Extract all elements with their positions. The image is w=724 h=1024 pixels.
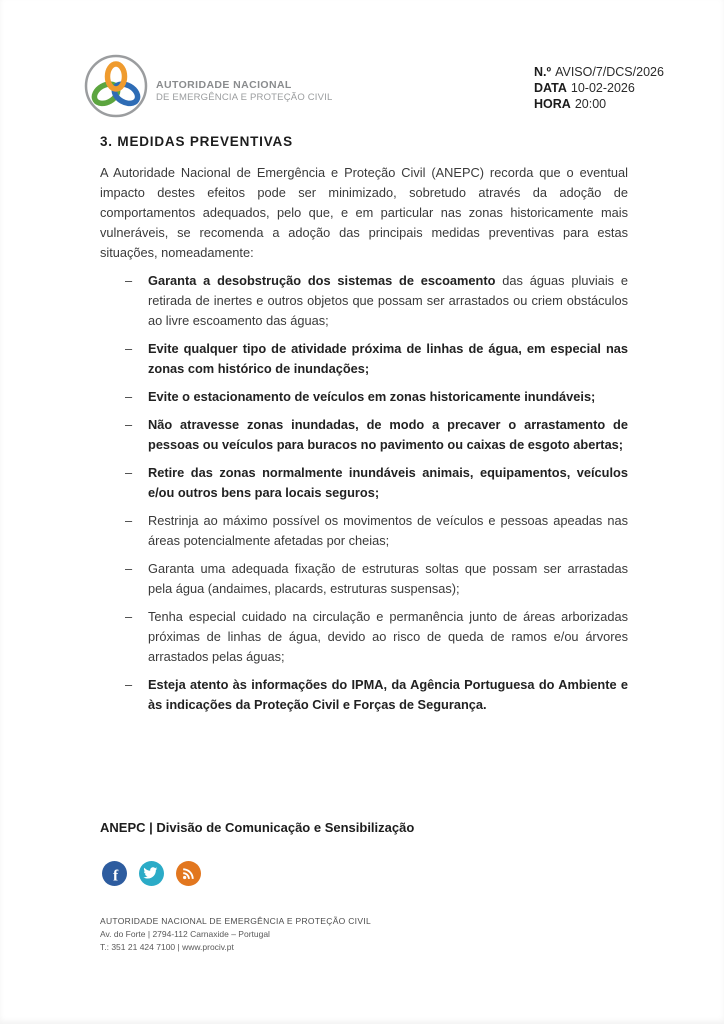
list-item <box>100 675 628 715</box>
bullet-text-bold: Garanta a desobstrução dos sistemas de escoamento <box>148 273 496 288</box>
list-item <box>100 415 628 455</box>
meta-date-label: DATA <box>534 81 567 95</box>
logo-org-name <box>156 79 333 103</box>
bullet-text-bold: Esteja atento às informações do IPMA, da Agência Portuguesa do Ambiente e às indicações da Proteção Civil e Forças de Segurança. <box>148 677 628 712</box>
meta-hour-label: HORA <box>534 97 571 111</box>
preventive-measures-list <box>100 271 628 715</box>
header-logo <box>84 54 333 118</box>
bullet-text-regular: Garanta uma adequada fixação de estruturas soltas que possam ser arrastadas pela água (andaimes, placards, estruturas suspensas); <box>148 561 628 596</box>
bullet-dash: – <box>125 609 133 624</box>
section-title: 3. MEDIDAS PREVENTIVAS <box>100 134 293 149</box>
logo-org-line2: DE EMERGÊNCIA E PROTEÇÃO CIVIL <box>156 92 333 103</box>
rss-icon[interactable] <box>176 861 201 886</box>
meta-hour <box>534 96 664 112</box>
meta-number <box>534 64 664 80</box>
main-content <box>100 134 628 715</box>
bullet-text-regular: das águas pluviais e retirada de inertes e outros objetos que possam ser arrastados ou criem obstáculos ao livre escoamento das águas; <box>148 273 628 328</box>
social-links <box>102 861 201 886</box>
bullet-text-bold: Evite qualquer tipo de atividade próxima de linhas de água, em especial nas zonas com histórico de inundações; <box>148 341 628 376</box>
meta-number-label: N.º <box>534 65 552 79</box>
list-item <box>100 511 628 551</box>
meta-date <box>534 80 664 96</box>
list-item <box>100 607 628 667</box>
footer-contacts: T.: 351 21 424 7100 | www.prociv.pt <box>100 942 234 952</box>
footer-address <box>100 915 371 954</box>
bullet-dash: – <box>125 341 133 356</box>
logo-org-line1: AUTORIDADE NACIONAL <box>156 79 292 91</box>
bullet-dash: – <box>125 417 133 432</box>
meta-date-value: 10-02-2026 <box>570 81 635 95</box>
facebook-icon[interactable] <box>102 861 127 886</box>
bullet-dash: – <box>125 389 133 404</box>
division-line: ANEPC | Divisão de Comunicação e Sensibilização <box>100 820 415 835</box>
bullet-text-bold: Não atravesse zonas inundadas, de modo a precaver o arrastamento de pessoas ou veículos para buracos no pavimento ou caixas de esgoto abertas; <box>148 417 628 452</box>
meta-hour-value: 20:00 <box>574 97 607 111</box>
list-item <box>100 271 628 331</box>
bullet-dash: – <box>125 513 133 528</box>
bullet-text-bold: Retire das zonas normalmente inundáveis animais, equipamentos, veículos e/ou outros bens para locais seguros; <box>148 465 628 500</box>
twitter-icon[interactable] <box>139 861 164 886</box>
bullet-dash: – <box>125 677 133 692</box>
intro-paragraph: A Autoridade Nacional de Emergência e Proteção Civil (ANEPC) recorda que o eventual impacto destes efeitos pode ser minimizado, sobretudo através da adoção de comportamentos adequados, pelo que, e em particular nas zonas historicamente mais vulneráveis, se recomenda a adoção das principais medidas preventivas para estas situações, nomeadamente: <box>100 165 628 260</box>
footer-org-name: AUTORIDADE NACIONAL DE EMERGÊNCIA E PROTEÇÃO CIVIL <box>100 916 371 926</box>
bullet-dash: – <box>125 561 133 576</box>
list-item <box>100 559 628 599</box>
anepc-trefoil-logo-icon <box>84 54 148 118</box>
svg-text:f: f <box>112 867 119 885</box>
list-item <box>100 339 628 379</box>
bullet-dash: – <box>125 465 133 480</box>
bullet-text-regular: Tenha especial cuidado na circulação e permanência junto de áreas arborizadas próximas de linhas de água, devido ao risco de queda de ramos e/ou árvores arrastados pelas águas; <box>148 609 628 664</box>
bullet-text-bold: Evite o estacionamento de veículos em zonas historicamente inundáveis; <box>148 389 596 404</box>
document-meta <box>534 64 664 112</box>
meta-number-value: AVISO/7/DCS/2026 <box>555 65 664 79</box>
footer-street: Av. do Forte | 2794-112 Carnaxide – Portugal <box>100 929 270 939</box>
bullet-dash: – <box>125 273 133 288</box>
list-item <box>100 387 628 407</box>
bullet-text-regular: Restrinja ao máximo possível os movimentos de veículos e pessoas apeadas nas áreas potencialmente afetadas por cheias; <box>148 513 628 548</box>
list-item <box>100 463 628 503</box>
